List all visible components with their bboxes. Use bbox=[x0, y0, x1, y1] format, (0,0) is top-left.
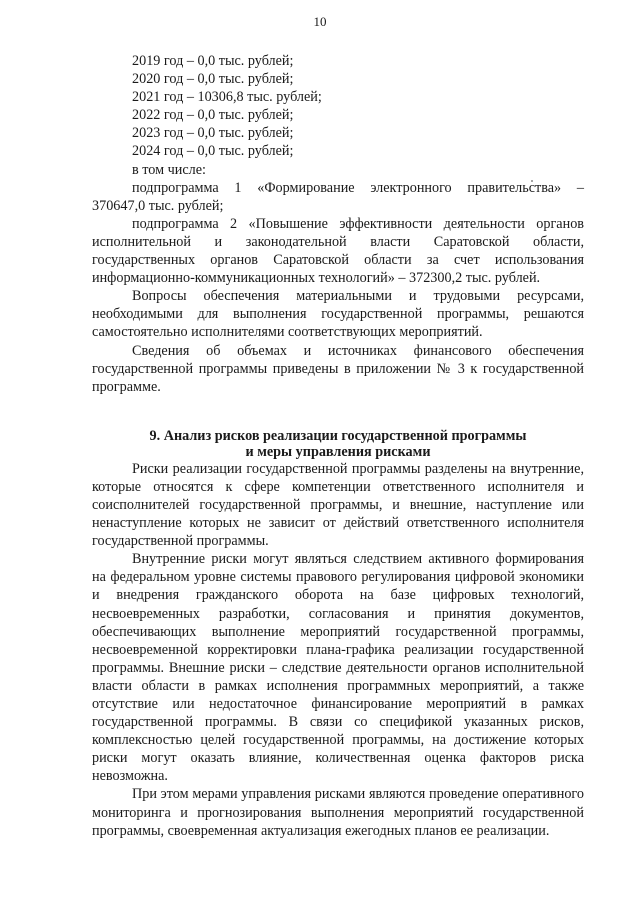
section-heading-line-1: 9. Анализ рисков реализации государственной программы bbox=[149, 427, 527, 444]
subprogram-1-line-2: 370647,0 тыс. рублей; bbox=[92, 197, 224, 214]
subprogram-2-line-3: государственных органов Саратовской области за счет использования bbox=[92, 252, 584, 269]
funding-year-line: 2020 год – 0,0 тыс. рублей; bbox=[132, 71, 294, 88]
funding-year-line: 2023 год – 0,0 тыс. рублей; bbox=[132, 125, 294, 142]
funding-year-line: 2019 год – 0,0 тыс. рублей; bbox=[132, 53, 294, 69]
paragraph-risks: Риски реализации государственной программы разделены на внутренние, которые относятся к сфере компетенции ответственного исполнителя и соисполнителей государственной программы, и внешние, наступление или ненаступление которых не зависит от действий ответственного исполнителя государственной программы. bbox=[92, 460, 584, 550]
paragraph-sources: Сведения об объемах и источниках финансового обеспечения государственной программы приведены в приложении № 3 к государственной программе. bbox=[92, 342, 584, 395]
subprogram-2-line-1: подпрограмма 2 «Повышение эффективности деятельности органов bbox=[132, 215, 584, 232]
funding-year-line: 2022 год – 0,0 тыс. рублей; bbox=[132, 107, 294, 124]
subprogram-1-line-1: подпрограмма 1 «Формирование электронного правительства» – bbox=[132, 179, 584, 196]
paragraph-resources: Вопросы обеспечения материальными и трудовыми ресурсами, необходимыми для выполнения государственной программы, решаются самостоятельно исполнителями соответствующих мероприятий. bbox=[92, 288, 584, 341]
document-body bbox=[92, 52, 584, 840]
subprogram-2-line-2: исполнительной и законодательной власти Саратовской области, bbox=[92, 233, 584, 250]
funding-year-line: 2021 год – 10306,8 тыс. рублей; bbox=[132, 89, 322, 106]
section-heading bbox=[92, 428, 584, 460]
section-heading-line-2: и меры управления рисками bbox=[245, 443, 431, 460]
subprogram-2-line-4: информационно-коммуникационных технологий» – 372300,2 тыс. рублей. bbox=[92, 270, 541, 287]
including-label: в том числе: bbox=[132, 161, 206, 178]
funding-year-line: 2024 год – 0,0 тыс. рублей; bbox=[132, 143, 294, 160]
paragraph-risk-measures: При этом мерами управления рисками являются проведение оперативного мониторинга и прогнозирования выполнения мероприятий государственной программы, своевременная актуализация ежегодных планов ее реализации. bbox=[92, 786, 584, 839]
paragraph-internal-risks: Внутренние риски могут являться следствием активного формирования на федеральном уровне системы правового регулирования цифровой экономики и внедрения гражданского оборота на базе цифровых технологий, несвоевременных разработки, согласования и принятия документов, обеспечивающих выполнение мероприятий государственной программы, несвоевременной корректировки плана-графика реализации государственной программы. Внешние риски – следствие деятельности органов исполнительной власти области в рамках исполнения программных мероприятий, а также отсутствие или недостаточное финансирование мероприятий в рамках государственной программы. В связи со спецификой указанных рисков, комплексностью целей государственной программы, на достижение которых риски могут оказать влияние, количественная оценка факторов риска невозможна. bbox=[92, 551, 584, 785]
page-number: 10 bbox=[313, 14, 327, 29]
